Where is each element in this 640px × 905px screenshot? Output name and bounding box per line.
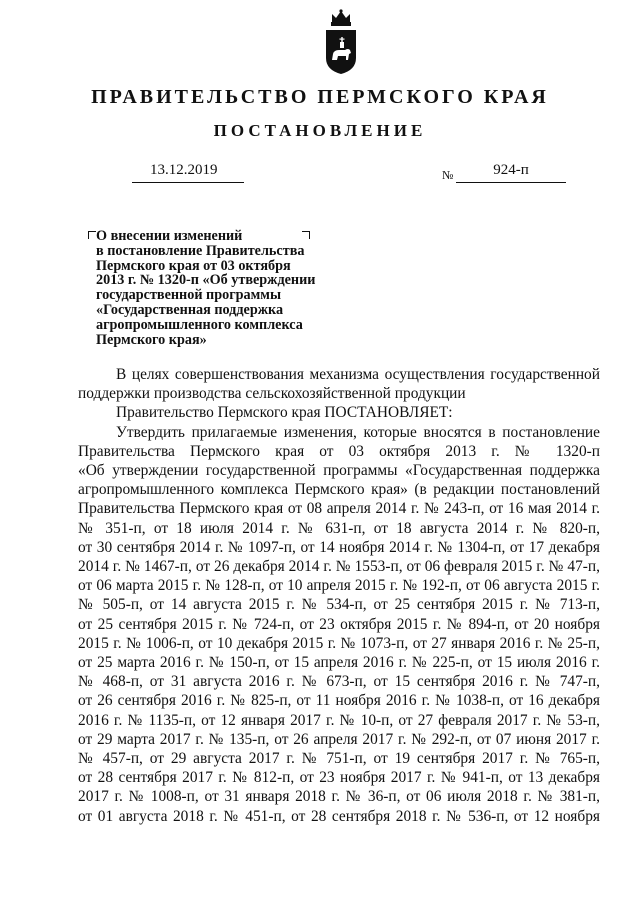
body-line: агропромышленного комплекса Пермского края» (в редакции постановлений [78,481,600,499]
body-line: 2015 г. № 1006-п, от 10 декабря 2015 г. № 1073-п, от 27 января 2016 г. № 25-п, [78,634,600,652]
body-line: В целях совершенствования механизма осуществления государственной [116,366,600,383]
subject-line: Пермского края от 03 октября [96,257,291,274]
body-line: от 06 марта 2015 г. № 128-п, от 10 апреля 2015 г. № 192-п, от 06 августа 2015 г. [78,577,600,595]
body-line: от 30 сентября 2014 г. № 1097-п, от 14 ноября 2014 г. № 1304-п, от 17 декабря [78,538,600,556]
body-line: № 468-п, от 31 августа 2016 г. № 673-п, от 15 сентября 2016 г. № 747-п, [78,673,600,691]
body-line: от 26 сентября 2016 г. № 825-п, от 11 ноября 2016 г. № 1038-п, от 16 декабря [78,692,600,710]
body-line: «Об утверждении государственной программы «Государственная поддержка [78,462,600,480]
body-line: от 01 августа 2018 г. № 451-п, от 28 сентября 2018 г. № 536-п, от 12 ноября [78,807,600,825]
subject-line: в постановление Правительства [96,242,305,259]
body-line: от 25 марта 2016 г. № 150-п, от 15 апреля 2016 г. № 225-п, от 15 июля 2016 г. [78,654,600,672]
document-date: 13.12.2019 [150,162,218,178]
subject-line: Пермского края» [96,331,207,348]
number-underline [456,182,566,183]
document-type: ПОСТАНОВЛЕНИЕ [213,121,427,140]
body-line: Правительства Пермского края от 08 апреля 2014 г. № 243-п, от 16 мая 2014 г. [78,500,600,518]
subject-line: «Государственная поддержка [96,301,284,318]
body-line: от 29 марта 2017 г. № 135-п, от 26 апреля 2017 г. № 292-п, от 07 июня 2017 г. [78,730,600,748]
body-line: от 25 сентября 2015 г. № 724-п, от 23 октября 2015 г. № 894-п, от 20 ноября [78,615,600,633]
body-line: поддержки производства сельскохозяйственной продукции [78,385,466,403]
document-number: 924-п [493,162,529,178]
body-line: № 505-п, от 14 августа 2015 г. № 534-п, от 25 сентября 2015 г. № 713-п, [78,596,600,614]
body-line: Правительства Пермского края от 03 октября 2013 г. № 1320-п [78,442,600,460]
body-line: от 28 сентября 2017 г. № 812-п, от 23 ноября 2017 г. № 941-п, от 13 декабря [78,769,600,787]
body-line: 2014 г. № 1467-п, от 26 декабря 2014 г. № 1553-п, от 06 февраля 2015 г. № 47-п, [78,558,600,576]
coat-of-arms-icon [323,8,359,76]
body-line: Утвердить прилагаемые изменения, которые вносятся в постановление [116,423,600,441]
number-sign: № [442,168,454,182]
body-line: 2016 г. № 1135-п, от 12 января 2017 г. № 10-п, от 27 февраля 2017 г. № 53-п, [78,711,600,729]
body-line: № 457-п, от 29 августа 2017 г. № 751-п, от 19 сентября 2017 г. № 765-п, [78,750,600,768]
subject-line: государственной программы [96,287,282,304]
subject-corner-left [88,231,96,239]
body-line: Правительство Пермского края ПОСТАНОВЛЯЕТ: [116,404,453,422]
document-subject [96,229,396,347]
subject-line: 2013 г. № 1320-п «Об утверждении [96,272,316,289]
body-line: № 351-п, от 18 июля 2014 г. № 631-п, от 18 августа 2014 г. № 820-п, [78,519,600,537]
government-title: ПРАВИТЕЛЬСТВО ПЕРМСКОГО КРАЯ [91,86,549,108]
subject-line: агропромышленного комплекса [96,316,303,333]
body-line: 2017 г. № 1008-п, от 31 января 2018 г. № 36-п, от 06 июля 2018 г. № 381-п, [78,788,600,806]
subject-line: О внесении изменений [96,228,243,244]
document-body [78,365,600,826]
date-underline [132,182,244,183]
